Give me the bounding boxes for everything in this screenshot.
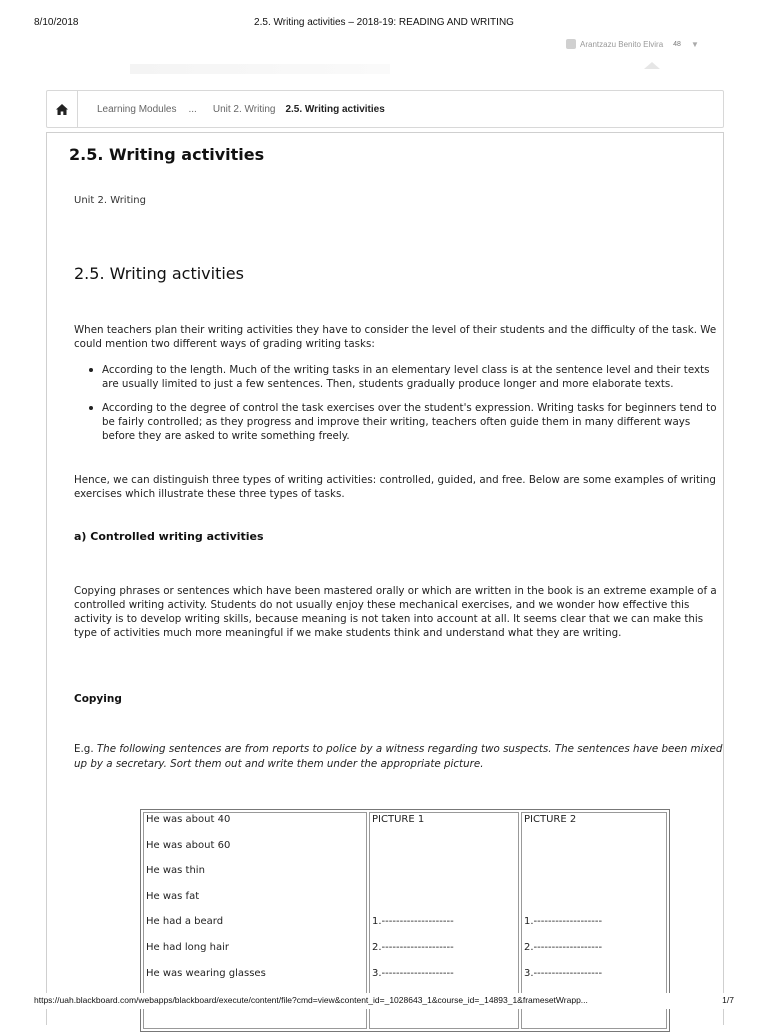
- print-url: https://uah.blackboard.com/webapps/blackboard/execute/content/file?cmd=view&content_id=_1028643_1&course_id=_14893_1&framesetWrapp...: [34, 995, 588, 1005]
- notification-count[interactable]: 48: [673, 40, 681, 48]
- sentence-item: He was about 40: [146, 814, 231, 825]
- page-number: 1/7: [722, 995, 734, 1005]
- picture-2-header: PICTURE 2: [524, 814, 577, 825]
- example-prefix: E.g.: [74, 743, 97, 755]
- breadcrumb-current: 2.5. Writing activities: [285, 103, 385, 115]
- print-footer: [0, 993, 768, 1009]
- example-text: The following sentences are from reports to police by a witness regarding two suspects. The sentences have been mixed up by a secretary. Sort them out and write them under the appropriate picture.: [74, 743, 723, 770]
- breadcrumb-unit-2[interactable]: Unit 2. Writing: [212, 103, 276, 115]
- grading-list: [74, 363, 726, 453]
- controlled-heading: a) Controlled writing activities: [74, 530, 264, 543]
- types-paragraph: Hence, we can distinguish three types of writing activities: controlled, guided, and free. Below are some examples of writing exercises which illustrate these three types of tasks.: [74, 474, 716, 500]
- list-item: [74, 401, 726, 443]
- blank-line: 3.--------------------: [372, 967, 454, 979]
- avatar: [566, 39, 576, 49]
- blank-line: 1.-------------------: [524, 916, 603, 928]
- home-icon: [56, 104, 68, 115]
- sentence-item: He was wearing glasses: [146, 967, 266, 979]
- home-button[interactable]: [47, 91, 78, 127]
- copying-heading: Copying: [74, 693, 122, 705]
- bullet-icon: [89, 406, 93, 410]
- user-menu[interactable]: [566, 36, 699, 52]
- sentence-item: He had a beard: [146, 916, 224, 928]
- sentence-item: He was fat: [146, 890, 200, 902]
- print-header: [0, 14, 768, 32]
- chevron-down-icon[interactable]: ▼: [690, 39, 699, 49]
- breadcrumb-ellipsis[interactable]: ...: [188, 103, 197, 115]
- blank-line: 2.-------------------: [524, 941, 603, 953]
- page-title: 2.5. Writing activities: [69, 145, 265, 164]
- blank-line: 2.--------------------: [372, 941, 454, 953]
- faded-course-banner: [130, 64, 390, 74]
- list-item: [74, 363, 726, 391]
- print-title: 2.5. Writing activities – 2018-19: READING AND WRITING: [254, 17, 514, 28]
- breadcrumb-learning-modules[interactable]: Learning Modules: [97, 103, 177, 115]
- controlled-paragraph: Copying phrases or sentences which have been mastered orally or which are written in the book is an extreme example of a controlled writing activity. Students do not usually enjoy these mechanical exercises, and we wonder how effective this activity is to develop writing skills, because meaning is not taken into account at all. It seems clear that we can make this type of activities much more meaningful if we make students think and understand what they are writing.: [74, 585, 717, 639]
- blank-line: 1.--------------------: [372, 916, 454, 928]
- section-title: 2.5. Writing activities: [74, 264, 244, 283]
- sentence-item: He was about 60: [146, 839, 231, 851]
- bullet-icon: [89, 368, 93, 372]
- example-instructions: [74, 742, 726, 772]
- list-item-text: According to the degree of control the task exercises over the student's expression. Writing tasks for beginners tend to be fairly controlled; as they progress and improve their writing, teachers often guide them in many different ways before they are asked to write something freely.: [102, 402, 717, 442]
- intro-paragraph: When teachers plan their writing activities they have to consider the level of their students and the difficulty of the task. We could mention two different ways of grading writing tasks:: [74, 324, 717, 350]
- print-date: 8/10/2018: [34, 17, 79, 28]
- picture-1-header: PICTURE 1: [372, 814, 425, 825]
- user-name: Arantzazu Benito Elvira: [580, 39, 664, 49]
- unit-label: Unit 2. Writing: [74, 195, 146, 206]
- sentence-item: He was thin: [146, 865, 205, 877]
- blank-line: 3.-------------------: [524, 967, 603, 979]
- sentence-item: He had long hair: [146, 941, 229, 953]
- menu-caret-icon: [644, 62, 660, 69]
- breadcrumb: [46, 90, 724, 128]
- list-item-text: According to the length. Much of the writing tasks in an elementary level class is at the sentence level and their texts are usually limited to just a few sentences. Then, students gradually produce longer and more elaborate texts.: [102, 364, 710, 390]
